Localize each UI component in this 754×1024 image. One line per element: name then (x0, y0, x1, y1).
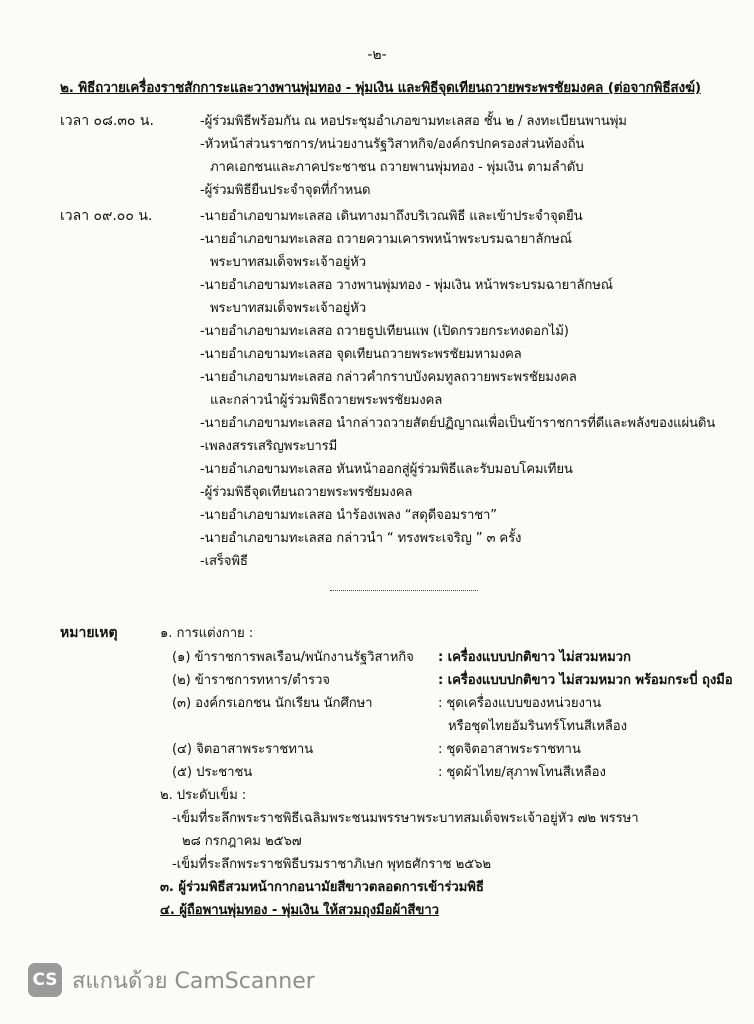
dress-what: : เครื่องแบบปกติขาว ไม่สวมหมวก พร้อมกระบี่ ถุงมือ (438, 673, 733, 688)
schedule-line: -ผู้ร่วมพิธีพร้อมกัน ณ หอประชุมอำเภอขามทะเลสอ ชั้น ๒ / ลงทะเบียนพานพุ่ม (200, 114, 627, 129)
dress-what: : ชุดเครื่องแบบของหน่วยงาน (438, 696, 602, 711)
schedule-line: และกล่าวนำผู้ร่วมพิธีถวายพระพรชัยมงคล (210, 393, 443, 408)
schedule-line: -ผู้ร่วมพิธียืนประจำจุดที่กำหนด (200, 183, 371, 198)
dress-who: (๑) ข้าราชการพลเรือน/พนักงานรัฐวิสาหกิจ (172, 650, 414, 665)
schedule-time: เวลา ๐๙.๐๐ น. (60, 208, 153, 224)
schedule-line: -นายอำเภอขามทะเลสอ ถวายความเคารพหน้าพระบรมฉายาลักษณ์ (200, 232, 572, 247)
schedule-line: -นายอำเภอขามทะเลสอ เดินทางมาถึงบริเวณพิธี และเข้าประจำจุดยืน (200, 209, 583, 224)
dress-who: (๒) ข้าราชการทหาร/ตำรวจ (172, 673, 330, 688)
schedule-line: พระบาทสมเด็จพระเจ้าอยู่หัว (210, 301, 366, 316)
badge-line: ๒๘ กรกฎาคม ๒๕๖๗ (182, 834, 302, 849)
dotted-divider (330, 590, 478, 591)
badge-line: -เข็มที่ระลึกพระราชพิธีบรมราชาภิเษก พุทธศักราช ๒๕๖๒ (172, 857, 491, 872)
schedule-line: -นายอำเภอขามทะเลสอ กล่าวคำกราบบังคมทูลถวายพระพรชัยมงคล (200, 370, 577, 385)
schedule-line: -นายอำเภอขามทะเลสอ หันหน้าออกสู่ผู้ร่วมพิธีและรับมอบโคมเทียน (200, 462, 573, 477)
dress-who: (๕) ประชาชน (172, 765, 253, 780)
dress-what: : ชุดผ้าไทย/สุภาพโทนสีเหลือง (438, 765, 606, 780)
schedule-line: -เพลงสรรเสริญพระบารมี (200, 439, 338, 454)
schedule-line: -หัวหน้าส่วนราชการ/หน่วยงานรัฐวิสาหกิจ/องค์กรปกครองส่วนท้องถิ่น (200, 137, 585, 152)
schedule-line: -นายอำเภอขามทะเลสอ นำกล่าวถวายสัตย์ปฏิญาณเพื่อเป็นข้าราชการที่ดีและพลังของแผ่นดิน (200, 416, 716, 431)
schedule-line: ภาคเอกชนและภาคประชาชน ถวายพานพุ่มทอง - พุ่มเงิน ตามลำดับ (210, 160, 584, 175)
schedule-line: -นายอำเภอขามทะเลสอ ถวายธูปเทียนแพ (เปิดกรวยกระทงดอกไม้) (200, 324, 569, 339)
note-item-3: ๓. ผู้ร่วมพิธีสวมหน้ากากอนามัยสีขาวตลอดการเข้าร่วมพิธี (160, 880, 484, 895)
camscanner-watermark (28, 962, 315, 998)
schedule-line: -นายอำเภอขามทะเลสอ กล่าวนำ “ ทรงพระเจริญ ” ๓ ครั้ง (200, 531, 522, 546)
schedule-line: -นายอำเภอขามทะเลสอ วางพานพุ่มทอง - พุ่มเงิน หน้าพระบรมฉายาลักษณ์ (200, 278, 613, 293)
dress-what: : ชุดจิตอาสาพระราชทาน (438, 742, 581, 757)
camscanner-logo-icon: CS (28, 963, 62, 997)
dress-what: : เครื่องแบบปกติขาว ไม่สวมหมวก (438, 650, 631, 665)
dress-what-cont: หรือชุดไทยอัมรินทร์โทนสีเหลือง (448, 719, 627, 734)
schedule-line: -ผู้ร่วมพิธีจุดเทียนถวายพระพรชัยมงคล (200, 485, 413, 500)
schedule-line: พระบาทสมเด็จพระเจ้าอยู่หัว (210, 255, 366, 270)
schedule-time: เวลา ๐๘.๓๐ น. (60, 113, 154, 129)
badge-title: ๒. ประดับเข็ม : (160, 788, 247, 803)
watermark-text: สแกนด้วย CamScanner (72, 968, 315, 994)
note-item-4: ๔. ผู้ถือพานพุ่มทอง - พุ่มเงิน ให้สวมถุงมือผ้าสีขาว (160, 903, 439, 918)
schedule-line: -นายอำเภอขามทะเลสอ นำร้องเพลง “สดุดีจอมราชา” (200, 508, 497, 523)
notes-label: หมายเหตุ (60, 625, 118, 641)
schedule-line: -เสร็จพิธี (200, 554, 248, 569)
badge-line: -เข็มที่ระลึกพระราชพิธีเฉลิมพระชนมพรรษาพระบาทสมเด็จพระเจ้าอยู่หัว ๗๒ พรรษา (172, 811, 639, 826)
schedule-line: -นายอำเภอขามทะเลสอ จุดเทียนถวายพระพรชัยมหามงคล (200, 347, 522, 362)
dress-title: ๑. การแต่งกาย : (160, 626, 254, 641)
dress-who: (๓) องค์กรเอกชน นักเรียน นักศึกษา (172, 696, 373, 711)
dress-who: (๔) จิตอาสาพระราชทาน (172, 742, 314, 757)
section-heading: ๒. พิธีถวายเครื่องราชสักการะและวางพานพุ่มทอง - พุ่มเงิน และพิธีจุดเทียนถวายพระพรชัยมงคล (ต่อจากพิธีสงฆ์) (60, 80, 701, 96)
page-number: -๒- (367, 47, 387, 63)
